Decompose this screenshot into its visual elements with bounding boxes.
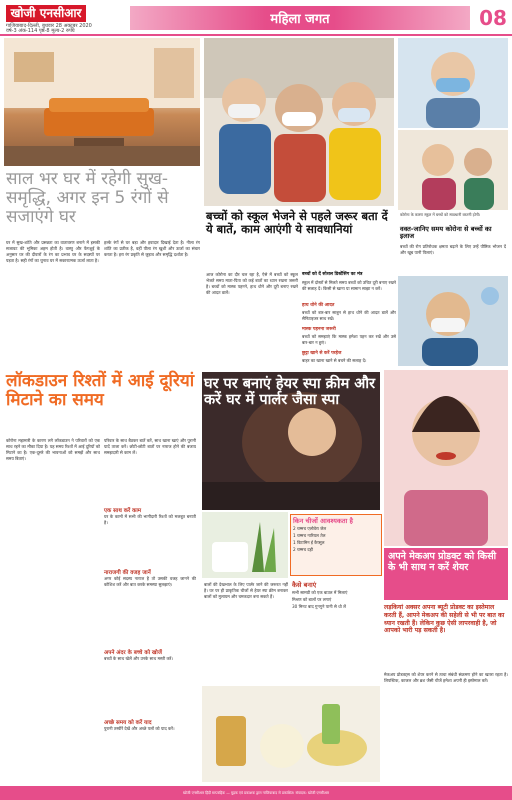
living-room-photo: [4, 38, 200, 166]
article-headline-hairspa: घर पर बनाएं हेयर स्पा क्रीम और करें घर में पार्लर जैसा स्पा: [204, 376, 376, 409]
article-body-lockdown-col2b: घर के कामों में सभी की भागीदारी रिश्तों को मजबूत बनाती है।: [104, 514, 196, 525]
child-mask-illustration-2: [398, 276, 508, 366]
article-body-lockdown-col2e: पुरानी तस्वीरें देखें और अच्छे पलों को याद करें।: [104, 726, 175, 731]
children-masks-illustration: [204, 38, 394, 206]
ingredient-item: 2 चम्मच दही: [293, 547, 313, 552]
subhead-food: छुट्टा खाने से करें परहेज: [302, 351, 342, 356]
article-body-makeup: मेकअप प्रोडक्ट्स को शेयर करने से त्वचा संबंधी संक्रमण होने का खतरा रहता है। लिपस्टिक, काजल और ब्रश जैसी चीजें हमेशा अपनी ही इस्तेमाल करें।: [384, 672, 508, 683]
hair-products-photo: [202, 686, 380, 782]
article-body-school-col2: स्कूल में दोस्तों से मिलते समय बच्चों को उचित दूरी बनाए रखने की सलाह दें। किसी से खाना या सामान साझा न करें।: [302, 280, 396, 291]
subhead-mask: मास्क पहनना जरूरी: [302, 327, 336, 332]
makeup-illustration: [384, 370, 508, 546]
article-body-school-col1: आज कोरोना का दौर चल रहा है, ऐसे में बच्चों को स्कूल भेजते समय माता-पिता को कई बातों का ध्यान रखना जरूरी है। बच्चों को मास्क पहनने, हाथ धोने और दूरी बनाए रखने की आदत डालें।: [206, 272, 298, 295]
child-sanitizer-photo: [398, 130, 508, 210]
living-room-illustration: [4, 38, 200, 166]
makeup-photo: [384, 370, 508, 546]
children-masks-photo: [204, 38, 394, 206]
article-body-right: बच्चों की रोग प्रतिरोधक क्षमता बढ़ाने के लिए उन्हें पौष्टिक भोजन दें और खूब पानी पिलाएं।: [400, 244, 506, 255]
ingredient-item: 1 चम्मच नारियल तेल: [293, 533, 326, 538]
child-mask-illustration-1: [398, 38, 508, 128]
article-headline-school: बच्चों को स्कूल भेजने से पहले जरूर बता दें ये बातें, काम आएंगी ये सावधानियां: [206, 209, 388, 236]
article-body-colors-col1: घर में सुख-शांति और प्रसन्नता का वातावरण बनाने में इसकी सजावट की भूमिका अहम होती है। वास्तु और फेंगशुई के अनुसार घर की दीवारों के रंग का प्रभाव घर के सदस्यों पर पड़ता है। सही रंगों का चुनाव घर में सकारात्मक ऊर्जा लाता है।: [6, 240, 100, 263]
article-body-school-col2d: बाहर का खाना खाने से बचने की सलाह दें।: [302, 358, 367, 363]
subhead-hand-wash: हाथ धोने की आदत: [302, 303, 335, 308]
article-headline-makeup: अपने मेकअप प्रोडक्ट को किसी के भी साथ न करें शेयर: [388, 551, 497, 573]
child-mask-photo-1: [398, 38, 508, 128]
subhead-reason: नाराजगी की वजह जानें: [104, 570, 151, 576]
article-body-hairspa: बालों की देखभाल के लिए पार्लर जाने की जरूरत नहीं है। घर पर ही प्राकृतिक चीजों से हेयर स्पा क्रीम बनाकर बालों को मुलायम और चमकदार बना सकते हैं।: [204, 582, 288, 599]
newspaper-logo: खोजी एनसीआर: [6, 5, 86, 22]
article-body-lockdown-col2d: बच्चों के साथ खेलें और उनके साथ मस्ती करें।: [104, 656, 173, 661]
ingredients-title: किन चीजों आवश्यकता है: [293, 517, 354, 525]
howto-step: 30 मिनट बाद गुनगुने पानी से धो लें: [292, 604, 346, 609]
article-body-school-col2c: बच्चों को समझाएं कि मास्क हमेशा पहन कर रखें और उसे बार-बार न छुएं।: [302, 334, 396, 345]
aloe-vera-photo: [202, 512, 288, 578]
article-headline-right: वक्त-जानिए समय कोरोना से बच्चों का इलाज: [400, 225, 492, 241]
ingredient-item: 1 विटामिन ई कैप्सूल: [293, 540, 325, 545]
photo-caption-right: कोरोना के कारण स्कूल में बच्चों को सावधानी बरतनी होगी।: [400, 212, 481, 217]
child-sanitizer-illustration: [398, 130, 508, 210]
howto-step: मिश्रण को बालों पर लगाएं: [292, 597, 332, 602]
article-body-lockdown-col1: कोरोना महामारी के कारण लगे लॉकडाउन ने परिवारों को एक साथ रहने का मौका दिया है। यह समय रिश्तों में आई दूरियों को मिटाने का है। एक-दूसरे की भावनाओं को समझें और साथ समय बिताएं।: [6, 438, 100, 461]
ingredient-item: 2 चम्मच एलोवेरा जेल: [293, 526, 327, 531]
howto-title: कैसे बनाएं: [292, 581, 317, 589]
subhead-social-distancing: बच्चों को दें सोशल डिस्टेंसिंग का मंत्र: [302, 272, 363, 277]
ingredients-list: [293, 526, 377, 572]
footer-imprint: खोजी एनसीआर हिंदी साप्ताहिक — मुद्रक एवं प्रकाशक द्वारा गाजियाबाद से प्रकाशित। संपादक: खोजी एनसीआर: [0, 786, 512, 800]
article-headline-colors: साल भर घर में रहेगी सुख-समृद्धि, अगर इन 5 रंगों से सजाएंगे घर: [6, 169, 169, 228]
child-mask-photo-2: [398, 276, 508, 366]
hair-products-illustration: [202, 686, 380, 782]
dateline: गाजियाबाद-दिल्ली, बुधवार 28 अक्टूबर 2020: [6, 23, 92, 29]
issue-info: वर्ष-3 अंक-114 पृष्ठ-8 मूल्य-2 रुपये: [6, 28, 75, 34]
aloe-vera-illustration: [202, 512, 288, 578]
article-body-lockdown-col2: परिवार के साथ बैठकर बातें करें, साथ खाना खाएं और पुरानी यादें ताजा करें। छोटी-छोटी बातों पर नाराज होने की बजाय समझदारी से काम लें।: [104, 438, 196, 455]
section-title: महिला जगत: [270, 12, 330, 27]
subhead-work-together: एक साथ करें काम: [104, 508, 142, 514]
article-body-lockdown-col2c: अगर कोई सदस्य नाराज है तो उसकी वजह जानने की कोशिश करें और बात करके समस्या सुलझाएं।: [104, 576, 196, 587]
article-headline-lockdown: लॉकडाउन रिश्तों में आई दूरियां मिटाने का समय: [6, 371, 195, 411]
howto-step: सभी सामग्री को एक बाउल में मिलाएं: [292, 590, 348, 595]
article-body-colors-col2: हल्के रंगों से घर बड़ा और हवादार दिखाई देता है। नीला रंग शांति का प्रतीक है, वहीं पीला रंग खुशी और ऊर्जा का संचार करता है। हरा रंग प्रकृति से जुड़ाव और समृद्धि दर्शाता है।: [104, 240, 200, 257]
page-number: 08: [479, 6, 507, 30]
article-body-school-col2b: बच्चों को बार-बार साबुन से हाथ धोने की आदत डालें और सैनिटाइजर साथ रखें।: [302, 310, 396, 321]
subhead-inner-child: अपने अंदर के बच्चे को खोजें: [104, 650, 162, 656]
subhead-good-times: अच्छे समय को करें याद: [104, 720, 152, 726]
article-lead-makeup: लड़कियां अक्सर अपना ब्यूटी प्रोडक्ट का इस्तेमाल करती हैं, आपने मेकअप की सहेली से भी पर बात का ध्यान रखती हैं। लेकिन कुछ ऐसी लापरवाही है, जो आपको भारी पड़ सकती है।: [384, 604, 505, 635]
howto-list: [292, 590, 380, 690]
